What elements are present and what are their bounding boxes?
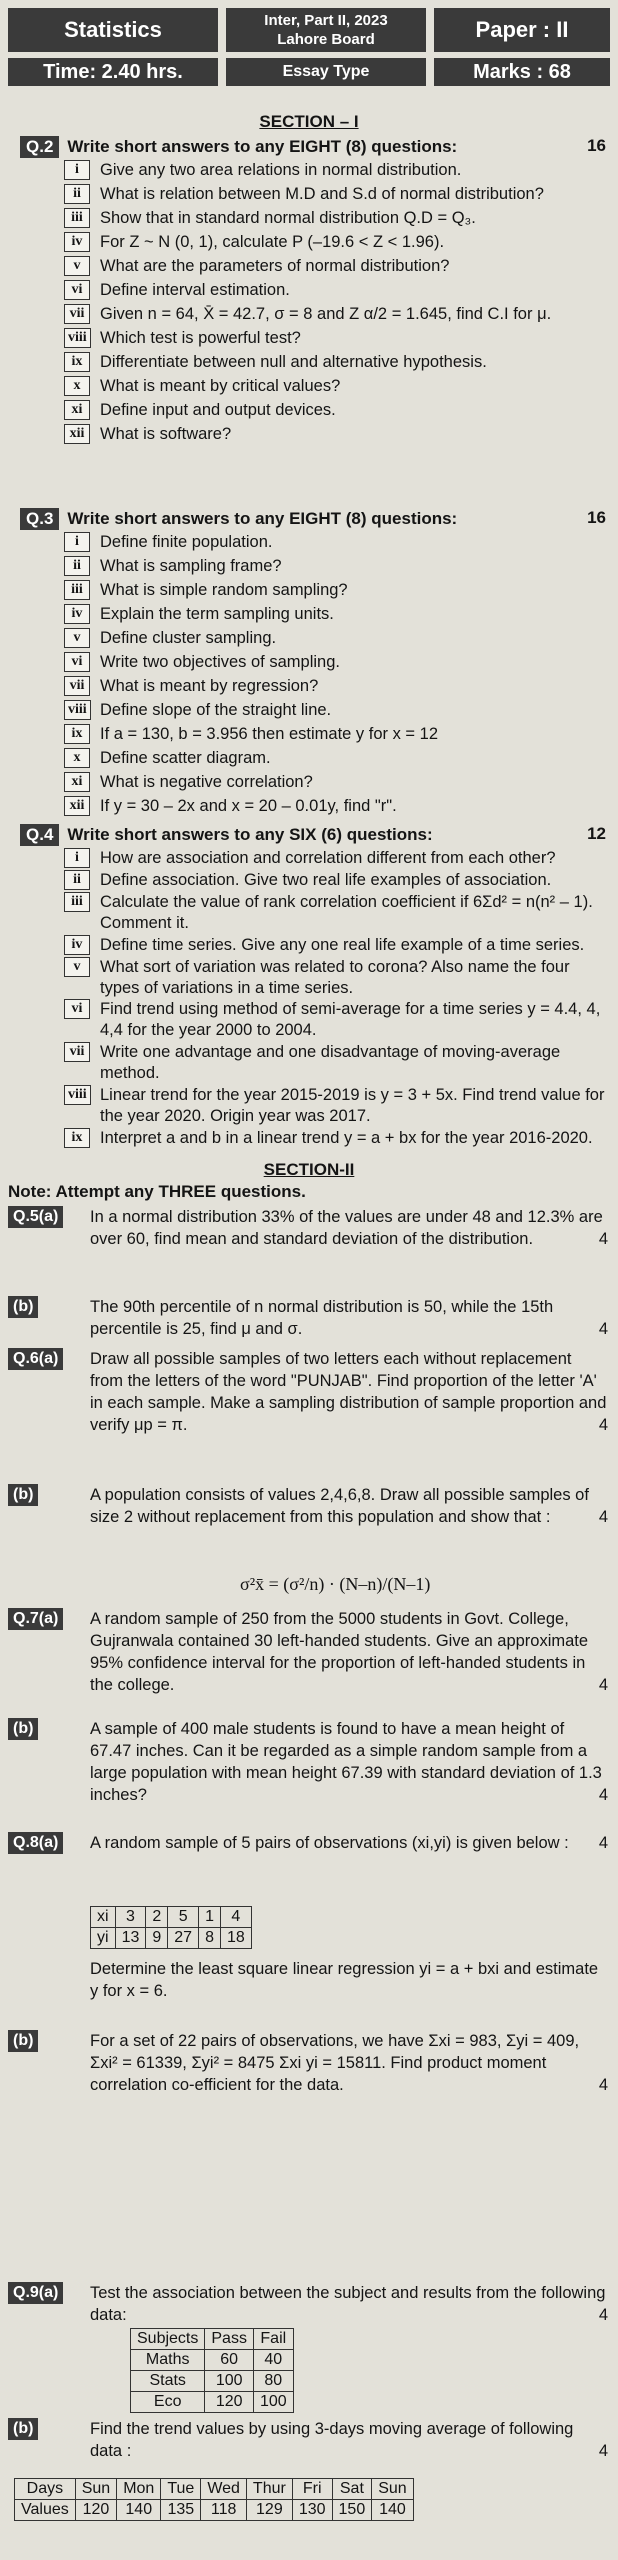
item-text: Define cluster sampling. [100, 629, 277, 647]
table-cell: 9 [146, 1928, 168, 1949]
table-cell: 13 [115, 1928, 146, 1949]
question-text [90, 1832, 608, 1854]
table-cell: Eco [131, 2392, 205, 2413]
question-body: A sample of 400 male students is found to have a mean height of 67.47 inches. Can it be regarded as a simple random sample from a large population with mean height 67.39 with standard deviation of 1.3 inches? [90, 1720, 602, 1804]
item-number: vi [64, 999, 90, 1019]
item-number: viii [64, 700, 91, 720]
table-row [91, 1907, 252, 1928]
table-row [131, 2371, 294, 2392]
question-number: Q.3 [20, 508, 59, 530]
question-marks: 4 [598, 1320, 608, 1338]
table-cell: Sat [332, 2479, 372, 2500]
table-header: Values [15, 2500, 76, 2521]
question-marks: 16 [587, 136, 606, 155]
item-number: i [64, 160, 90, 180]
board-line1: Inter, Part II, 2023 [264, 12, 388, 29]
question-marks: 4 [598, 2442, 608, 2460]
question-marks: 4 [598, 1416, 608, 1434]
table-row [131, 2392, 294, 2413]
question-marks: 4 [598, 1508, 608, 1526]
question-instruction: Write short answers to any SIX (6) questions: [67, 825, 433, 844]
question-body: For a set of 22 pairs of observations, we have Σxi = 983, Σyi = 409, Σxi² = 61339, Σyi² = 8475 Σxi yi = 15811. Find product moment correlation co-efficient for the data. [90, 2032, 580, 2094]
table-cell: 80 [253, 2371, 293, 2392]
q9-association-table [130, 2328, 294, 2413]
table-cell: 140 [117, 2500, 161, 2521]
question-number: Q.7(a) [8, 1608, 63, 1630]
item-text: What is meant by critical values? [100, 377, 341, 395]
question-body: In a normal distribution 33% of the values are under 48 and 12.3% are over 60, find mean and standard deviation of the distribution. [90, 1208, 603, 1248]
question-body: Find the trend values by using 3-days moving average of following data : [90, 2420, 574, 2460]
item-text: What is negative correlation? [100, 773, 313, 791]
section-1-title: SECTION – I [259, 112, 359, 131]
table-header: Subjects [131, 2329, 205, 2350]
type-label: Essay Type [282, 63, 370, 80]
board-line2: Lahore Board [277, 31, 375, 48]
table-cell: Stats [131, 2371, 205, 2392]
question-body: Draw all possible samples of two letters each without replacement from the letters of the word "PUNJAB". Find proportion of the letter 'A' in each sample. Make a sampling distribution of sample proportion and verify μp = π. [90, 1350, 607, 1434]
item-text: Which test is powerful test? [100, 329, 301, 347]
item-text: For Z ~ N (0, 1), calculate P (–19.6 < Z < 1.96). [100, 233, 445, 251]
question-number: (b) [8, 2030, 38, 2052]
question-marks: 4 [598, 1230, 608, 1248]
table-cell: Thur [246, 2479, 292, 2500]
item-number: ix [64, 352, 90, 372]
item-number: i [64, 848, 90, 868]
table-row [131, 2350, 294, 2371]
item-number: iv [64, 604, 90, 624]
question-text [90, 1296, 608, 1340]
item-text: Define scatter diagram. [100, 749, 271, 767]
table-cell: 60 [205, 2350, 254, 2371]
board-box [226, 8, 426, 52]
question-number: Q.8(a) [8, 1832, 63, 1854]
question-text [90, 1718, 608, 1806]
item-text: Define association. Give two real life examples of association. [100, 870, 552, 889]
item-text: Define input and output devices. [100, 401, 336, 419]
item-text: What is software? [100, 425, 232, 443]
paper-header [8, 8, 610, 86]
table-header: Fail [253, 2329, 293, 2350]
table-cell: Wed [201, 2479, 247, 2500]
question-number: Q.6(a) [8, 1348, 63, 1370]
item-text: Differentiate between null and alternative hypothesis. [100, 353, 487, 371]
section-2-note: Note: Attempt any THREE questions. [8, 1182, 306, 1201]
table-cell: 4 [220, 1907, 251, 1928]
table-row [91, 1928, 252, 1949]
table-row [131, 2329, 294, 2350]
marks-label: Marks : 68 [473, 60, 571, 83]
item-number: iii [64, 580, 90, 600]
question-marks: 4 [598, 1834, 608, 1852]
question-text [90, 2418, 608, 2462]
item-text: Given n = 64, X̄ = 42.7, σ = 8 and Z α/2 = 1.645, find C.I for μ. [100, 305, 552, 323]
table-cell: 120 [75, 2500, 116, 2521]
table-row [15, 2479, 414, 2500]
item-text: Define interval estimation. [100, 281, 290, 299]
question-number: Q.2 [20, 136, 59, 158]
table-cell: 118 [201, 2500, 247, 2521]
table-cell: 150 [332, 2500, 372, 2521]
question-text [90, 2030, 608, 2096]
question-marks: 16 [587, 508, 606, 527]
q2-heading [20, 136, 610, 158]
question-text: Determine the least square linear regression yi = a + bxi and estimate y for x = 6. [90, 1960, 599, 2000]
section-2-title: SECTION-II [263, 1160, 355, 1179]
table-cell: 100 [253, 2392, 293, 2413]
table-cell: xi [91, 1907, 116, 1928]
table-cell: yi [91, 1928, 116, 1949]
item-number: viii [64, 1085, 91, 1105]
table-cell: 129 [246, 2500, 292, 2521]
question-number: Q.4 [20, 824, 59, 846]
item-number: v [64, 957, 90, 977]
question-number: (b) [8, 1296, 38, 1318]
question-number: Q.5(a) [8, 1206, 63, 1228]
item-text: Define time series. Give any one real life example of a time series. [100, 935, 585, 954]
item-number: xii [64, 796, 90, 816]
question-marks: 4 [598, 2306, 608, 2324]
item-text: Show that in standard normal distribution Q.D = Q₃. [100, 209, 476, 227]
question-body: Test the association between the subject and results from the following data: [90, 2284, 606, 2324]
item-number: xii [64, 424, 90, 444]
question-marks: 4 [598, 2076, 608, 2094]
variance-formula: σ²x̄ = (σ²/n) · (N–n)/(N–1) [240, 1574, 431, 1594]
table-cell: 27 [168, 1928, 199, 1949]
q3-heading [20, 508, 610, 530]
paper-label: Paper : II [475, 17, 569, 42]
table-cell: 130 [292, 2500, 332, 2521]
item-number: x [64, 748, 90, 768]
item-text: Calculate the value of rank correlation coefficient if 6Σd² = n(n² – 1). Comment it. [100, 892, 593, 932]
table-cell: Sun [75, 2479, 116, 2500]
item-text: Define finite population. [100, 533, 273, 551]
item-text: What is meant by regression? [100, 677, 319, 695]
item-number: ii [64, 556, 90, 576]
table-cell: 120 [205, 2392, 254, 2413]
item-number: vii [64, 304, 90, 324]
item-number: v [64, 628, 90, 648]
q4-heading [20, 824, 610, 846]
table-cell: Maths [131, 2350, 205, 2371]
table-cell: 135 [161, 2500, 201, 2521]
item-number: ix [64, 1128, 90, 1148]
table-header: Days [15, 2479, 76, 2500]
table-cell: 2 [146, 1907, 168, 1928]
question-text [90, 1348, 608, 1436]
question-number: (b) [8, 1484, 38, 1506]
item-number: iii [64, 208, 90, 228]
item-number: vi [64, 652, 90, 672]
item-number: iii [64, 892, 90, 912]
item-number: viii [64, 328, 91, 348]
item-number: vi [64, 280, 90, 300]
table-cell: 1 [199, 1907, 221, 1928]
question-number: (b) [8, 1718, 38, 1740]
table-cell: 5 [168, 1907, 199, 1928]
item-text: Interpret a and b in a linear trend y = a + bx for the year 2016-2020. [100, 1129, 593, 1148]
item-number: xi [64, 772, 90, 792]
item-text: What is relation between M.D and S.d of normal distribution? [100, 185, 544, 203]
item-text: Find trend using method of semi-average for a time series y = 4.4, 4, 4,4 for the year 2000 to 2004. [100, 1000, 601, 1040]
item-number: v [64, 256, 90, 276]
table-row [15, 2500, 414, 2521]
item-number: x [64, 376, 90, 396]
table-cell: 18 [220, 1928, 251, 1949]
item-number: vii [64, 676, 90, 696]
time-label: Time: 2.40 hrs. [43, 60, 183, 83]
item-number: ii [64, 870, 90, 890]
item-text: What is simple random sampling? [100, 581, 348, 599]
item-text: What are the parameters of normal distribution? [100, 257, 450, 275]
question-marks: 12 [587, 824, 606, 843]
table-cell: 8 [199, 1928, 221, 1949]
subject-label: Statistics [64, 17, 162, 42]
item-text: What sort of variation was related to corona? Also name the four types of variations in a time series. [100, 957, 570, 997]
q8-data-table [90, 1906, 252, 1949]
item-number: ii [64, 184, 90, 204]
question-text [90, 2282, 608, 2326]
question-instruction: Write short answers to any EIGHT (8) questions: [67, 137, 458, 156]
table-cell: Sun [372, 2479, 413, 2500]
item-number: iv [64, 232, 90, 252]
q9b-trend-table [14, 2478, 414, 2521]
table-cell: Mon [117, 2479, 161, 2500]
marks-box [434, 58, 610, 86]
question-text [90, 1206, 608, 1250]
question-text [90, 1484, 608, 1528]
table-cell: 3 [115, 1907, 146, 1928]
item-number: xi [64, 400, 90, 420]
item-text: Explain the term sampling units. [100, 605, 334, 623]
question-body: The 90th percentile of n normal distribution is 50, while the 15th percentile is 25, find μ and σ. [90, 1298, 554, 1338]
item-text: Linear trend for the year 2015-2019 is y = 3 + 5x. Find trend value for the year 2020. Origin year was 2017. [100, 1086, 605, 1126]
item-number: ix [64, 724, 90, 744]
type-box [226, 58, 426, 86]
question-text [90, 1608, 608, 1696]
item-text: If y = 30 – 2x and x = 20 – 0.01y, find "r". [100, 797, 397, 815]
subject-box [8, 8, 218, 52]
question-number: Q.9(a) [8, 2282, 63, 2304]
item-text: Define slope of the straight line. [100, 701, 332, 719]
item-number: vii [64, 1042, 90, 1062]
table-cell: Fri [292, 2479, 332, 2500]
item-text: What is sampling frame? [100, 557, 282, 575]
question-body: A random sample of 250 from the 5000 students in Govt. College, Gujranwala contained 30 left-handed students. Give an approximate 95% confidence interval for the proportion of left-handed students in the college. [90, 1610, 589, 1694]
time-box [8, 58, 218, 86]
question-body: A random sample of 5 pairs of observations (xi,yi) is given below : [90, 1834, 569, 1852]
item-text: Give any two area relations in normal distribution. [100, 161, 462, 179]
question-marks: 4 [598, 1676, 608, 1694]
item-text: Write one advantage and one disadvantage of moving-average method. [100, 1043, 561, 1083]
item-text: If a = 130, b = 3.956 then estimate y for x = 12 [100, 725, 439, 743]
item-text: How are association and correlation different from each other? [100, 849, 556, 867]
paper-box [434, 8, 610, 52]
table-cell: 140 [372, 2500, 413, 2521]
table-cell: 100 [205, 2371, 254, 2392]
question-body: A population consists of values 2,4,6,8. Draw all possible samples of size 2 without replacement from this population and show that : [90, 1486, 589, 1526]
question-number: (b) [8, 2418, 38, 2440]
question-marks: 4 [598, 1786, 608, 1804]
item-text: Write two objectives of sampling. [100, 653, 340, 671]
table-cell: 40 [253, 2350, 293, 2371]
table-header: Pass [205, 2329, 254, 2350]
question-instruction: Write short answers to any EIGHT (8) questions: [67, 509, 458, 528]
item-number: i [64, 532, 90, 552]
table-cell: Tue [161, 2479, 201, 2500]
item-number: iv [64, 935, 90, 955]
